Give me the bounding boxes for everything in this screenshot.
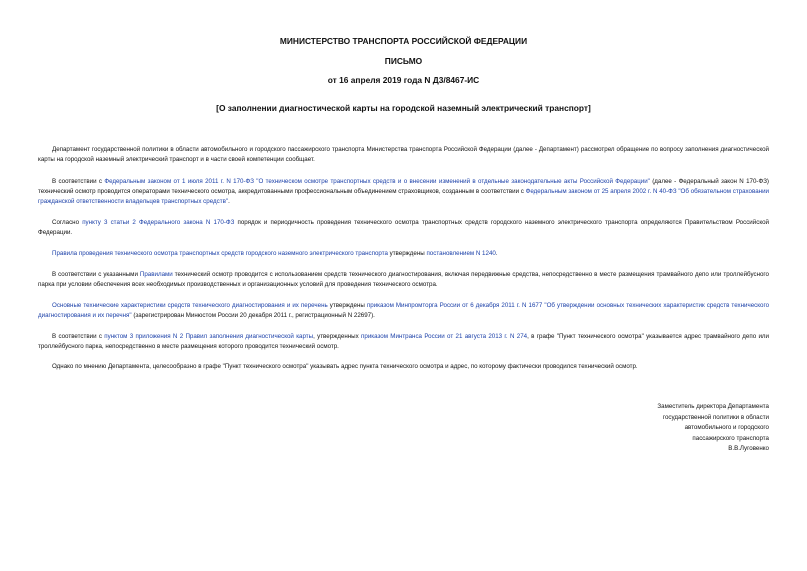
paragraph-text: Согласно [52, 219, 83, 226]
paragraph-text: (далее - Федеральный закон N 170-ФЗ) технический осмотр проводится операторами технического осмотра, аккредитованными профессиональным объединением страховщиков, созданным в соответствии с [38, 178, 769, 195]
paragraph-text: Однако по мнению Департамента, целесообразно в графе "Пункт технического осмотра" указывать адрес пункта технического осмотра и адрес, по которому фактически проводился технический осмотр. [52, 363, 638, 370]
document-date-number: от 16 апреля 2019 года N Д3/8467-ИС [327, 75, 480, 85]
paragraph-text: В соответствии с указанными [52, 271, 140, 278]
article-2-link[interactable]: пункту 3 статьи 2 Федерального закона N 170-ФЗ [82, 219, 235, 226]
federal-law-40-link[interactable]: Федеральным законом от 25 апреля 2002 г. N 40-ФЗ "Об обязательном страховании гражданской ответственности владельцев транспортных средств" [38, 188, 769, 205]
paragraph-characteristics [38, 301, 769, 321]
paragraph-text: технический осмотр проводится с использованием средств технического диагностирования, включая передвижные средства, непосредственно в месте размещения трамвайного депо или троллейбусного парка при условии обеспечения всех необходимых производственных и организационных условий для проведения технического осмотра. [38, 271, 769, 288]
signature-area-continued: пассажирского транспорта [692, 434, 769, 442]
order-274-link[interactable]: приказом Минтранса России от 21 августа 2013 г. N 274 [361, 333, 528, 340]
diagnostic-card-rules-link[interactable]: пунктом 3 приложения N 2 Правил заполнения диагностической карты [104, 333, 314, 340]
paragraph-diagnostic-card [38, 332, 769, 352]
signature-name: В.В.Луговенко [728, 445, 769, 453]
paragraph-text: утверждены [327, 302, 367, 309]
paragraph-rules [38, 249, 769, 259]
signature-department: государственной политики в области [662, 413, 769, 421]
paragraph-text: , в графе "Пункт технического осмотра" указывается адрес трамвайного депо или троллейбусного парка, непосредственно в месте размещения которого проводится технический осмотр. [38, 333, 769, 350]
paragraph-text: Департамент государственной политики в области автомобильного и городского пассажирского транспорта Министерства транспорта Российской Федерации (далее - Департамент) рассмотрел обращение по вопросу заполнения диагностической карты на городской наземный электрический транспорт и в части своей компетенции сообщает. [38, 146, 769, 163]
resolution-1240-link[interactable]: постановлением N 1240 [426, 250, 496, 257]
paragraph-conclusion [38, 362, 769, 372]
paragraph-text: (зарегистрирован Минюстом России 20 декабря 2011 г., регистрационный N 22697). [131, 312, 375, 319]
ministry-heading: МИНИСТЕРСТВО ТРАНСПОРТА РОССИЙСКОЙ ФЕДЕРАЦИИ [279, 36, 528, 46]
signature-position: Заместитель директора Департамента [657, 403, 769, 410]
paragraph-text: порядок и периодичность проведения технического осмотра транспортных средств городского наземного электрического транспорта определяются Правительством Российской Федерации. [38, 219, 769, 236]
paragraph-text: , утвержденных [313, 333, 362, 340]
paragraph-intro [38, 145, 769, 165]
rules-link[interactable]: Правилами [139, 271, 173, 278]
signature-area: автомобильного и городского [684, 424, 769, 432]
inspection-rules-link[interactable]: Правила проведения технического осмотра транспортных средств городского наземного электрического транспорта [52, 250, 388, 257]
paragraph-article-2 [38, 218, 769, 238]
paragraph-text: . [228, 198, 230, 205]
paragraph-text: . [495, 250, 498, 257]
signature-block [657, 402, 769, 455]
document-subject: [О заполнении диагностической карты на городской наземный электрический транспорт] [216, 103, 591, 113]
document-type-heading: ПИСЬМО [384, 56, 423, 66]
paragraph-text: утверждены [387, 250, 427, 257]
paragraph-diagnostics [38, 270, 769, 290]
paragraph-text: В соответствии с [52, 333, 105, 340]
order-1677-link[interactable]: приказом Минпромторга России от 6 декабря 2011 г. N 1677 "Об утверждении основных технических характеристик средств технического диагностирования и их перечня" [38, 302, 770, 319]
paragraph-text: В соответствии с [52, 178, 105, 185]
characteristics-link[interactable]: Основные технические характеристики средств технического диагностирования и их перечень [52, 302, 328, 309]
paragraph-federal-law [38, 177, 769, 207]
federal-law-170-link[interactable]: Федеральным законом от 1 июля 2011 г. N 170-ФЗ "О техническом осмотре транспортных средств и о внесении изменений в отдельные законодательные акты Российской Федерации" [104, 178, 650, 185]
